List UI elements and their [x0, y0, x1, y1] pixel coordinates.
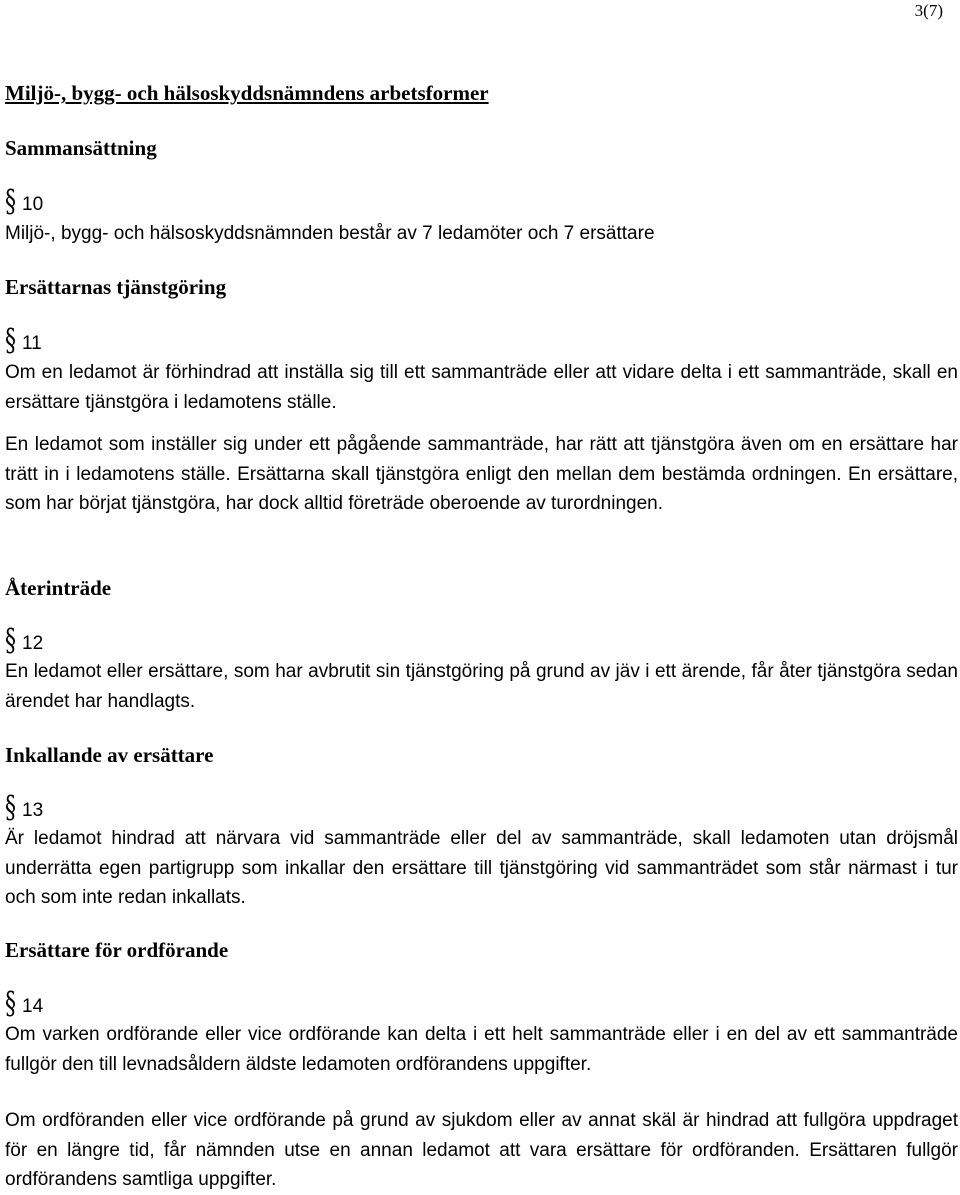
- document-title: Miljö-, bygg- och hälsoskyddsnämndens arbetsformer: [5, 81, 489, 105]
- section-symbol: §: [5, 623, 16, 659]
- paragraph-13-1: Är ledamot hindrad att närvara vid sammanträde eller del av sammanträde, skall ledamoten utan dröjsmål underrätta egen partigrupp som inkallar den ersättare till tjänstgöring vid sammanträdet som står närmast i tur och som inte redan inkallats.: [5, 828, 958, 908]
- section-heading-ersattarnas-tjanstgoring: Ersättarnas tjänstgöring: [5, 275, 227, 299]
- paragraph-14-1: Om varken ordförande eller vice ordförande kan delta i ett helt sammanträde eller i en del av ett sammanträde fullgör den till levnadsåldern äldste ledamoten ordförandens uppgifter.: [5, 1024, 958, 1075]
- page-number: 3(7): [914, 1, 943, 20]
- section-heading-sammansattning: Sammansättning: [5, 136, 157, 160]
- section-number: 12: [22, 633, 44, 654]
- paragraph-11-1: Om en ledamot är förhindrad att inställa sig till ett sammanträde eller att vidare delta i ett sammanträde, skall en ersättare tjänstgöra i ledamotens ställe.: [5, 362, 958, 413]
- section-heading-aterintrade: Återinträde: [5, 576, 112, 600]
- section-symbol: §: [5, 986, 16, 1022]
- section-number: 10: [22, 194, 44, 215]
- paragraph-14-2: Om ordföranden eller vice ordförande på grund av sjukdom eller av annat skäl är hindrad att fullgöra uppdraget för en längre tid, får nämnden utse en annan ledamot att vara ersättare för ordföranden. Ersättaren fullgör ordförandens samtliga uppgifter.: [5, 1110, 958, 1190]
- section-number-11: [5, 323, 42, 359]
- section-number-14: [5, 986, 44, 1022]
- section-heading-ersattare-for-ordforande: Ersättare för ordförande: [5, 938, 229, 962]
- section-number: 14: [22, 996, 44, 1017]
- section-number-10: [5, 184, 44, 220]
- section-symbol: §: [5, 790, 16, 826]
- section-number: 11: [22, 333, 42, 354]
- section-heading-inkallande-av-ersattare: Inkallande av ersättare: [5, 743, 214, 767]
- paragraph-10-1: Miljö-, bygg- och hälsoskyddsnämnden består av 7 ledamöter och 7 ersättare: [5, 223, 655, 244]
- section-number: 13: [22, 800, 44, 821]
- paragraph-11-2: En ledamot som inställer sig under ett pågående sammanträde, har rätt att tjänstgöra även om en ersättare har trätt in i ledamotens ställe. Ersättarna skall tjänstgöra enligt den mellan dem bestämda ordningen. En ersättare, som har börjat tjänstgöra, har dock alltid företräde oberoende av turordningen.: [5, 434, 958, 514]
- section-symbol: §: [5, 184, 16, 220]
- section-number-12: [5, 623, 44, 659]
- section-symbol: §: [5, 323, 16, 359]
- section-number-13: [5, 790, 44, 826]
- paragraph-12-1: En ledamot eller ersättare, som har avbrutit sin tjänstgöring på grund av jäv i ett ärende, får åter tjänstgöra sedan ärendet har handlagts.: [5, 661, 958, 712]
